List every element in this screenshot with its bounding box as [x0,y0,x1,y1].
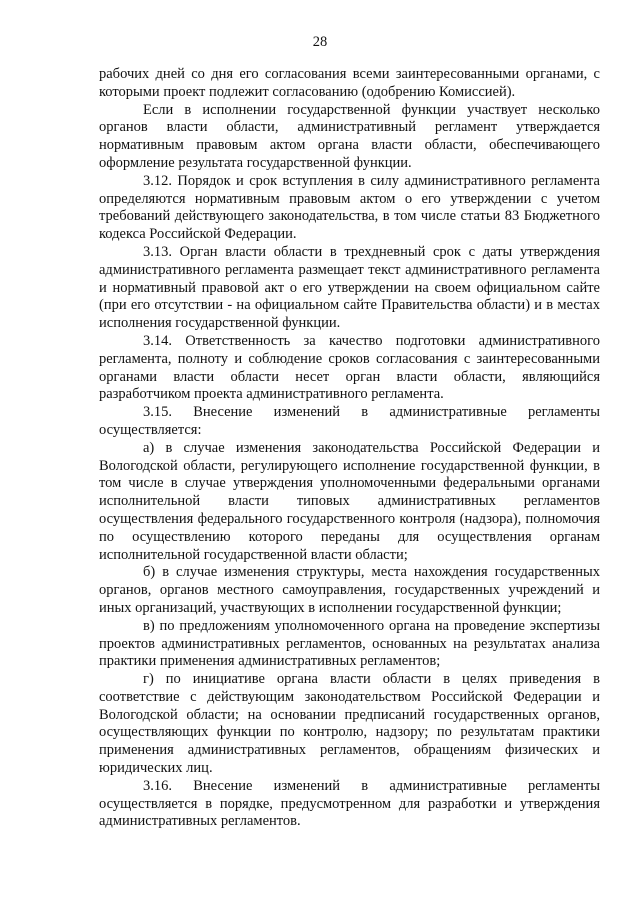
paragraph-3-13: 3.13. Орган власти области в трехдневный срок с даты утверждения административного регламента размещает текст административного регламента и нормативный правовой акт о его утверждении на своем официальном сайте (при его отсутствии - на официальном сайте Правительства области) и в местах исполнения государственной функции. [99,243,600,332]
paragraph-joint-execution: Если в исполнении государственной функции участвует несколько органов власти области, административный регламент утверждается нормативным правовым актом органа власти области, обеспечивающего оформление результата государственной функции. [99,101,600,171]
paragraph-continuation: рабочих дней со дня его согласования всеми заинтересованными органами, с которыми проект подлежит согласованию (одобрению Комиссией). [99,66,600,100]
paragraph-3-16: 3.16. Внесение изменений в административные регламенты осуществляется в порядке, предусмотренном для разработки и утверждения административных регламентов. [99,777,600,830]
paragraph-3-14: 3.14. Ответственность за качество подготовки административного регламента, полноту и соблюдение сроков согласования с заинтересованными органами власти области несет орган власти области, являющийся разработчиком проекта административного регламента. [99,332,600,403]
paragraph-3-12: 3.12. Порядок и срок вступления в силу административного регламента определяются нормативным правовым актом о его утверждении с учетом требований действующего законодательства, в том числе статьи 83 Бюджетного кодекса Российской Федерации. [99,172,600,243]
paragraph-3-15-v: в) по предложениям уполномоченного органа на проведение экспертизы проектов административных регламентов, основанных на результатах анализа практики применения административных регламентов; [99,617,600,670]
paragraph-3-15-g: г) по инициативе органа власти области в целях приведения в соответствие с действующим законодательством Российской Федерации и Вологодской области; на основании предписаний государственных органов, осуществляющих функции по контролю, надзору; по результатам практики применения административных регламентов, обращениям физических и юридических лиц. [99,671,600,777]
paragraph-3-15-a: а) в случае изменения законодательства Российской Федерации и Вологодской области, регулирующего исполнение государственной функции, в том числе в случае утверждения уполномоченными федеральными органами исполнительной власти типовых административных регламентов осуществления федерального государственного контроля (надзора), полномочия по осуществлению которого переданы для осуществления органам исполнительной государственной власти области; [99,439,600,563]
document-body [99,66,600,831]
paragraph-3-15: 3.15. Внесение изменений в административные регламенты осуществляется: [99,404,600,438]
page-number: 28 [312,34,328,50]
paragraph-3-15-b: б) в случае изменения структуры, места нахождения государственных органов, органов местного самоуправления, государственных учреждений и иных организаций, участвующих в исполнении государственной функции; [99,564,600,616]
